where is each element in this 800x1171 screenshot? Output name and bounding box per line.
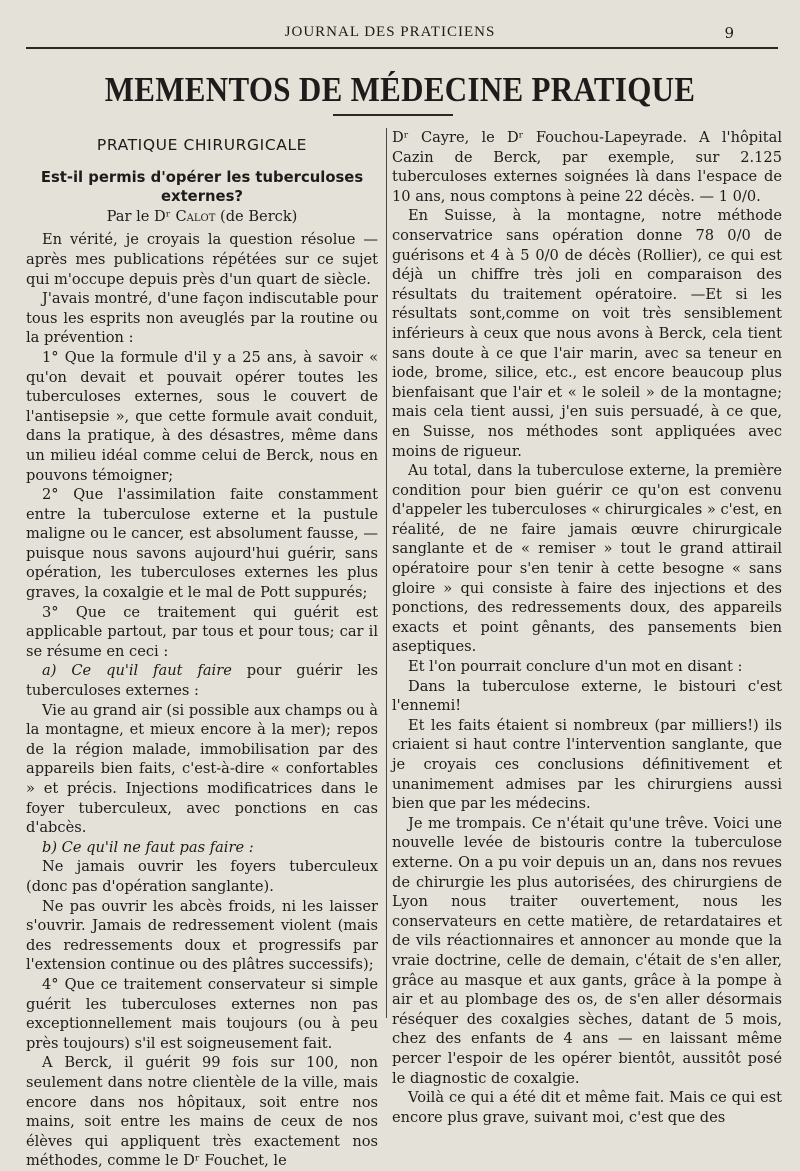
paragraph: J'avais montré, d'une façon indiscutable pour tous les esprits non aveuglés par la routine ou la prévention :	[26, 290, 378, 347]
paragraph	[26, 661, 378, 700]
paragraph: Ne pas ouvrir les abcès froids, ni les laisser s'ouvrir. Jamais de redressement violent (mais des redressements doux et progressifs par l'extension continue ou des plâtres successifs);	[26, 897, 378, 974]
right-column	[392, 128, 782, 1127]
paragraph: Et l'on pourrait conclure d'un mot en disant :	[408, 658, 743, 676]
paragraph: 4° Que ce traitement conservateur si simple guérit les tuberculoses externes non pas exceptionnellement mais toujours (ou à peu près toujours) s'il est soigneusement fait.	[26, 975, 378, 1052]
list-label: a) Ce qu'il faut faire	[42, 662, 232, 680]
running-head: JOURNAL DES PRATICIENS	[284, 24, 496, 40]
paragraph: A Berck, il guérit 99 fois sur 100, non seulement dans notre clientèle de la ville, mais encore dans nos hôpitaux, soit entre nos mains, soit entre les mains de ceux de nos élèves qui appliquent très exactement nos méthodes, comme le Dʳ Fouchet, le	[26, 1054, 378, 1170]
byline-author: Calot	[175, 207, 216, 225]
paragraph: Ne jamais ouvrir les foyers tuberculeux (donc pas d'opération sanglante).	[26, 858, 378, 895]
byline-prefix: Par le Dʳ	[106, 207, 171, 225]
paragraph: Au total, dans la tuberculose externe, la première condition pour bien guérir ce qu'on est convenu d'appeler les tuberculoses « chirurgicales » c'est, en réalité, de ne faire jamais œuvre chirurgicale sanglante et de « remiser » tout le grand attirail opératoire pour s'en tenir à cette besogne « sans gloire » qui consiste à faire des injections et des ponctions, des redressements doux, des appareils exacts et point gênants, des pansements bien aseptiques.	[392, 462, 782, 656]
byline	[26, 207, 378, 227]
page-title: MEMENTOS DE MÉDECINE PRATIQUE	[104, 69, 696, 110]
article-title: Est-il permis d'opérer les tuberculoses externes?	[40, 168, 364, 206]
column-divider	[386, 128, 387, 1018]
paragraph: Et les faits étaient si nombreux (par milliers!) ils criaient si haut contre l'intervention sanglante, que je croyais ces conclusions définitivement et unanimement admises par les chirurgiens aussi bien que par les médecins.	[392, 716, 782, 813]
paragraph: 1° Que la formule d'il y a 25 ans, à savoir « qu'on devait et pouvait opérer toutes les tuberculoses externes, sous le couvert de l'antisepsie », que cette formule avait conduit, dans la pratique, à des désastres, même dans un milieu idéal comme celui de Berck, nous en pouvons témoigner;	[26, 348, 378, 484]
title-rule	[333, 114, 453, 116]
list-label: b) Ce qu'il ne faut pas faire :	[42, 838, 254, 856]
paragraph: 3° Que ce traitement qui guérit est applicable partout, par tous et pour tous; car il se résume en ceci :	[26, 603, 378, 660]
paragraph: En Suisse, à la montagne, notre méthode conservatrice sans opération donne 78 0/0 de guérisons et 4 à 5 0/0 de décès (Rollier), ce qui est déjà un chiffre très joli en comparaison des résultats du traitement opératoire. —Et si les résultats sont,comme on voit très sensiblement inférieurs à ceux que nous avons à Berck, cela tient sans doute à ce que l'air marin, avec sa teneur en iode, brome, silice, etc., est encore beaucoup plus bienfaisant que l'air et « le soleil » de la montagne; mais cela tient aussi, j'en suis persuadé, à ce que, en Suisse, nos méthodes sont appliquées avec moins de rigueur.	[392, 207, 782, 460]
paragraph: En vérité, je croyais la question résolue — après mes publications répétées sur ce sujet qui m'occupe depuis près d'un quart de siècle.	[26, 231, 378, 288]
left-column	[26, 128, 378, 1171]
paragraph: Dans la tuberculose externe, le bistouri c'est l'ennemi!	[392, 677, 782, 715]
section-title: PRATIQUE CHIRURGICALE	[96, 136, 308, 154]
paragraph: 2° Que l'assimilation faite constamment entre la tuberculose externe et la pustule maligne ou le cancer, est absolument fausse, — puisque nous savons aujourd'hui guérir, sans opération, les tuberculoses externes les plus graves, la coxalgie et le mal de Pott suppurés;	[26, 486, 378, 602]
list-text: pour guérir les tuberculoses externes :	[26, 662, 378, 700]
page-number: 9	[724, 24, 734, 42]
paragraph: Dʳ Cayre, le Dʳ Fouchou-Lapeyrade. A l'hôpital Cazin de Berck, par exemple, sur 2.125 tuberculoses externes soignées là dans l'espace de 10 ans, nous comptons à peine 22 décès. — 1 0/0.	[392, 129, 782, 205]
paragraph: Vie au grand air (si possible aux champs ou à la montagne, et mieux encore à la mer); repos de la région malade, immobilisation par des appareils bien faits, c'est-à-dire « confortables » et précis. Injections modificatrices dans le foyer tuberculeux, avec ponctions en cas d'abcès.	[26, 701, 378, 837]
byline-suffix: (de Berck)	[220, 207, 298, 225]
paragraph: Je me trompais. Ce n'était qu'une trêve. Voici une nouvelle levée de bistouris contre la tuberculose externe. On a pu voir depuis un an, dans nos revues de chirurgie les plus autorisées, des chirurgiens de Lyon nous traiter ouvertement, nous les conservateurs en cette matière, de retardataires et de vils réactionnaires et annoncer au monde que la vraie doctrine, celle de demain, c'était de s'en aller, grâce au masque et aux gants, grâce à la pompe à air et au plombage des os, de s'en aller désormais réséquer des coxalgies sèches, datant de 5 mois, chez des enfants de 4 ans — en laissant même percer l'espoir de les opérer bientôt, aussitôt posé le diagnostic de coxalgie.	[392, 814, 782, 1087]
paragraph: Voilà ce qui a été dit et même fait. Mais ce qui est encore plus grave, suivant moi, c'est que des	[392, 1089, 782, 1126]
header-rule	[26, 47, 778, 49]
